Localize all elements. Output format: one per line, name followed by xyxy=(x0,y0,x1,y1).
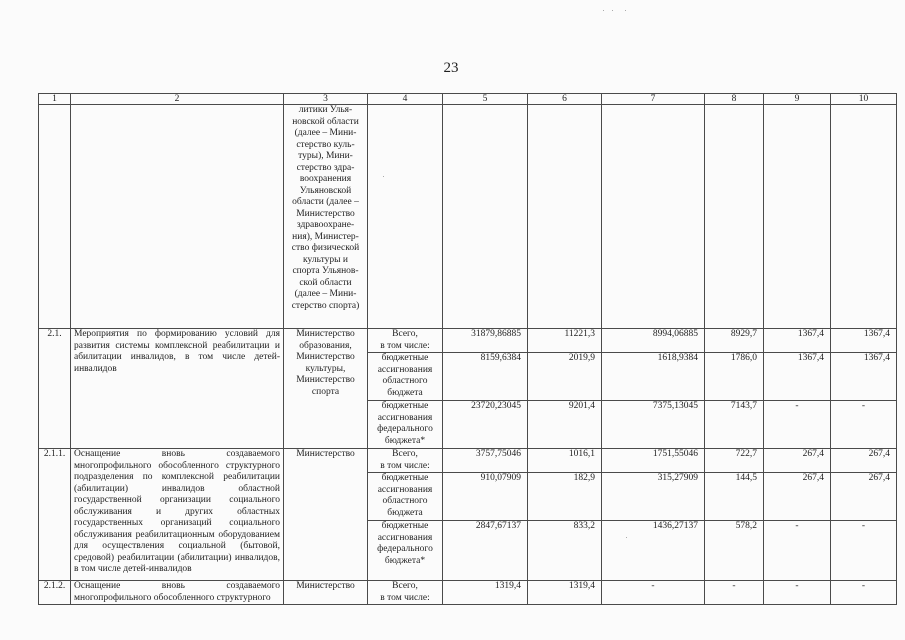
column-number: 9 xyxy=(764,94,831,105)
scan-speck xyxy=(612,10,613,11)
funding-source: бюджетные ассигнования областного бюджета xyxy=(368,353,443,401)
value-cell: 1367,4 xyxy=(764,353,831,401)
column-number: 5 xyxy=(443,94,528,105)
table-cell xyxy=(71,105,284,329)
funding-source: Всего, в том числе: xyxy=(368,329,443,353)
value-cell: 2847,67137 xyxy=(443,521,528,581)
value-cell: - xyxy=(705,581,764,605)
row-executor: Министерство xyxy=(284,581,368,605)
value-cell: 267,4 xyxy=(764,449,831,473)
value-cell: 267,4 xyxy=(831,449,897,473)
table-cell xyxy=(528,105,602,329)
row-number: 2.1.2. xyxy=(39,581,71,605)
column-number: 2 xyxy=(71,94,284,105)
column-number-row xyxy=(39,94,897,105)
value-cell: 1751,55046 xyxy=(602,449,705,473)
row-executor: Министерство xyxy=(284,449,368,581)
value-cell: 1367,4 xyxy=(764,329,831,353)
value-cell: 8929,7 xyxy=(705,329,764,353)
column-number: 3 xyxy=(284,94,368,105)
value-cell: 3757,75046 xyxy=(443,449,528,473)
value-cell: 8159,6384 xyxy=(443,353,528,401)
value-cell: 1319,4 xyxy=(443,581,528,605)
value-cell: 1016,1 xyxy=(528,449,602,473)
table-row xyxy=(39,581,897,605)
value-cell: 9201,4 xyxy=(528,401,602,449)
value-cell: - xyxy=(831,521,897,581)
row-executor: Министерство образования, Министерство культуры, Министерство спорта xyxy=(284,329,368,449)
value-cell: 2019,9 xyxy=(528,353,602,401)
column-number: 8 xyxy=(705,94,764,105)
value-cell: 315,27909 xyxy=(602,473,705,521)
table-row xyxy=(39,449,897,473)
value-cell: - xyxy=(764,521,831,581)
value-cell: 267,4 xyxy=(764,473,831,521)
column-number: 10 xyxy=(831,94,897,105)
value-cell: 11221,3 xyxy=(528,329,602,353)
value-cell: 1786,0 xyxy=(705,353,764,401)
column-number: 1 xyxy=(39,94,71,105)
funding-source: Всего, в том числе: xyxy=(368,449,443,473)
table-cell xyxy=(443,105,528,329)
row-description: Мероприятия по формированию условий для развития системы комплексной реабилитации и абилитации инвалидов, в том числе детей-инвалидов xyxy=(71,329,284,449)
value-cell: - xyxy=(764,401,831,449)
value-cell: - xyxy=(764,581,831,605)
value-cell: - xyxy=(602,581,705,605)
value-cell: 23720,23045 xyxy=(443,401,528,449)
table-cell xyxy=(831,105,897,329)
value-cell: 182,9 xyxy=(528,473,602,521)
value-cell: 1367,4 xyxy=(831,353,897,401)
page-number: 23 xyxy=(443,60,459,76)
column-number: 6 xyxy=(528,94,602,105)
row-description: Оснащение вновь создаваемого многопрофильного обособленного структурного подразделения по комплексной реабилитации (абилитации) инвалидов областной государственной организации социального обслуживания и других областных государственных организаций социального обслуживания реабилитационным оборудованием для осуществления социальной (бытовой, средовой) реабилитации (абилитации) инвалидов, в том числе детей-инвалидов xyxy=(71,449,284,581)
table-cell xyxy=(602,105,705,329)
funding-source: Всего, в том числе: xyxy=(368,581,443,605)
value-cell: 8994,06885 xyxy=(602,329,705,353)
column-number: 7 xyxy=(602,94,705,105)
continuation-row xyxy=(39,105,897,329)
value-cell: 1618,9384 xyxy=(602,353,705,401)
value-cell: 7143,7 xyxy=(705,401,764,449)
row-number: 2.1.1. xyxy=(39,449,71,581)
table-cell xyxy=(705,105,764,329)
table-cell xyxy=(764,105,831,329)
funding-source: бюджетные ассигнования областного бюджета xyxy=(368,473,443,521)
row-number: 2.1. xyxy=(39,329,71,449)
column-number: 4 xyxy=(368,94,443,105)
value-cell: 7375,13045 xyxy=(602,401,705,449)
value-cell: 722,7 xyxy=(705,449,764,473)
table-row xyxy=(39,329,897,353)
value-cell: - xyxy=(831,401,897,449)
table-cell xyxy=(368,105,443,329)
value-cell: 578,2 xyxy=(705,521,764,581)
value-cell: 1367,4 xyxy=(831,329,897,353)
executor-continuation: литики Улья- новской области (далее – Мини- стерство куль- туры), Мини- стерство здра- воохранения Ульяновской области (далее – Министерство здравоохране- ния), Министер- ство физической культуры и спорта Ульянов- ской области (далее – Мини- стерство спорта) xyxy=(284,105,368,329)
scan-speck xyxy=(625,10,626,11)
value-cell: 910,07909 xyxy=(443,473,528,521)
value-cell: 833,2 xyxy=(528,521,602,581)
budget-table xyxy=(38,93,897,605)
value-cell: - xyxy=(831,581,897,605)
scan-speck xyxy=(603,10,604,11)
value-cell: 31879,86885 xyxy=(443,329,528,353)
table-cell xyxy=(39,105,71,329)
value-cell: 1319,4 xyxy=(528,581,602,605)
funding-source: бюджетные ассигнования федерального бюджета* xyxy=(368,521,443,581)
value-cell: 144,5 xyxy=(705,473,764,521)
value-cell: 1436,27137 xyxy=(602,521,705,581)
funding-source: бюджетные ассигнования федерального бюджета* xyxy=(368,401,443,449)
value-cell: 267,4 xyxy=(831,473,897,521)
row-description: Оснащение вновь создаваемого многопрофильного обособленного структурного xyxy=(71,581,284,605)
